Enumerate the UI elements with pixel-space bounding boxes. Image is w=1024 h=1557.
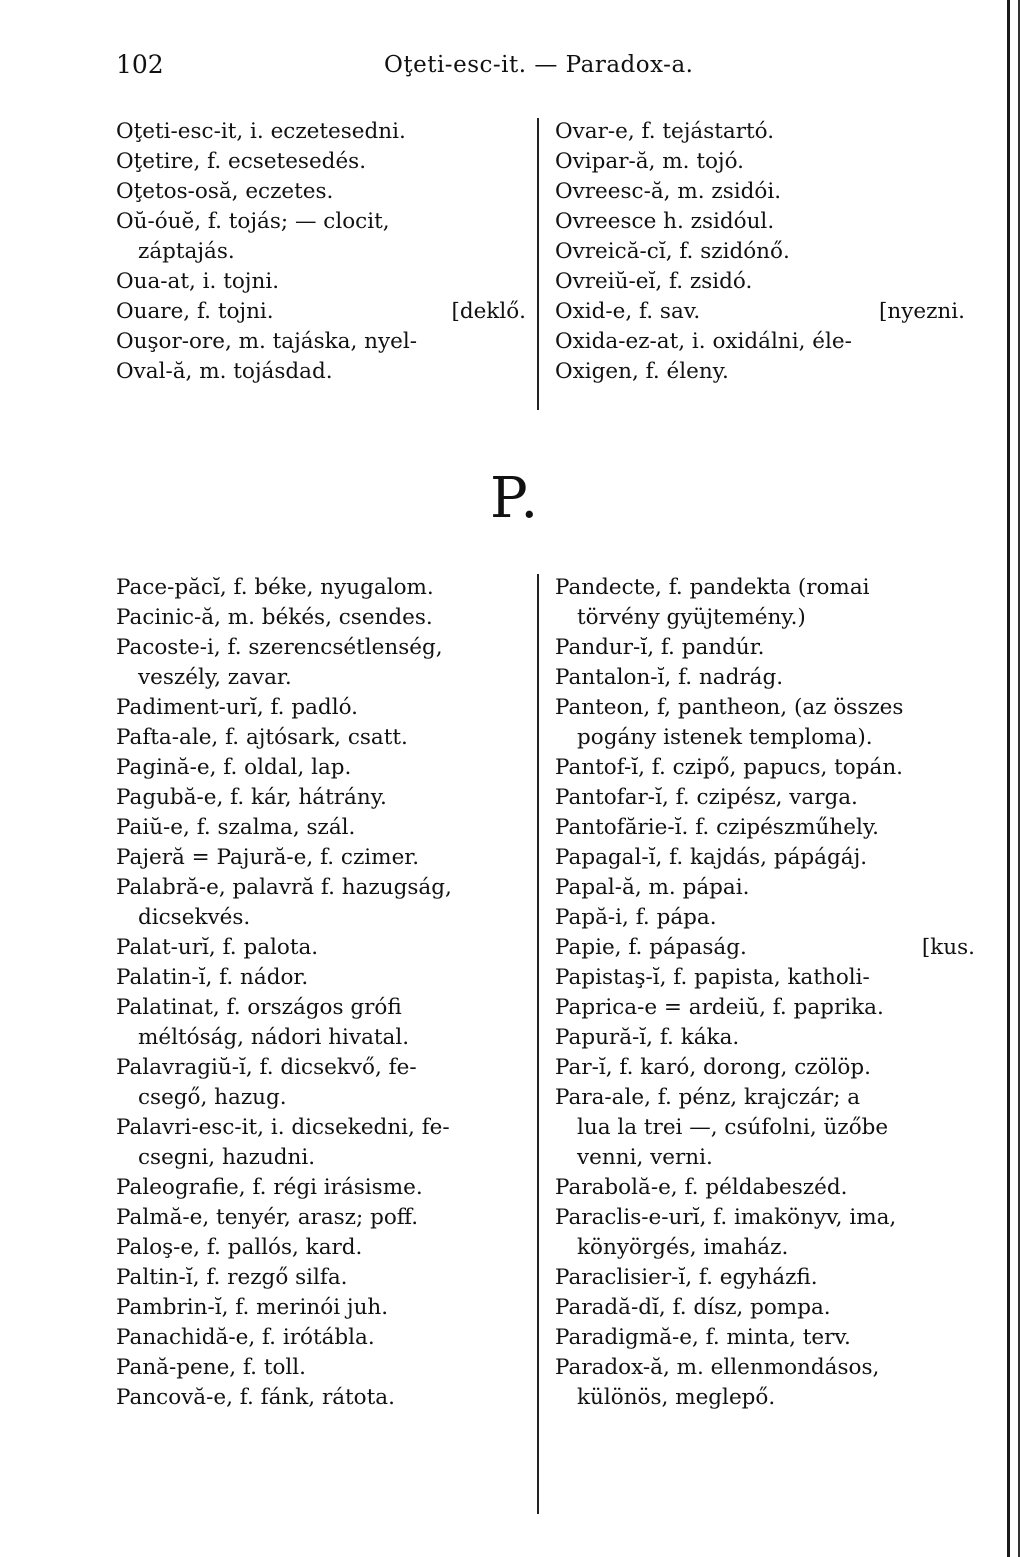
dictionary-entry-line bbox=[555, 117, 965, 147]
dictionary-column-bottom-left bbox=[116, 573, 526, 1413]
column-divider-top bbox=[537, 118, 539, 410]
entry-text: Pacoste-i, f. szerencsétlenség, bbox=[116, 635, 443, 660]
dictionary-entry-line bbox=[555, 1353, 975, 1383]
entry-text: Ouare, f. tojni. bbox=[116, 299, 274, 324]
entry-text: Pacinic-ă, m. békés, csendes. bbox=[116, 605, 433, 630]
page-header bbox=[0, 50, 1024, 90]
entry-text: Pană-pene, f. toll. bbox=[116, 1355, 307, 1380]
dictionary-entry-line bbox=[116, 903, 526, 933]
dictionary-entry-line bbox=[116, 327, 526, 357]
dictionary-entry-line bbox=[555, 1053, 975, 1083]
dictionary-entry-line bbox=[555, 1323, 975, 1353]
entry-text: Pajeră = Pajură-e, f. czimer. bbox=[116, 845, 420, 870]
entry-text: Pagină-e, f. oldal, lap. bbox=[116, 755, 352, 780]
entry-text: Palatinat, f. országos grófi bbox=[116, 995, 402, 1020]
dictionary-entry-line bbox=[555, 297, 965, 327]
entry-continuation: [kus. bbox=[921, 935, 975, 960]
entry-text: dicsekvés. bbox=[138, 905, 251, 930]
dictionary-entry-line bbox=[116, 357, 526, 387]
entry-text: venni, verni. bbox=[577, 1145, 713, 1170]
entry-text: Pancovă-e, f. fánk, rátota. bbox=[116, 1385, 395, 1410]
page-edge-line bbox=[1007, 0, 1010, 1557]
dictionary-entry-line bbox=[116, 1173, 526, 1203]
entry-text: Papură-ĭ, f. káka. bbox=[555, 1025, 740, 1050]
dictionary-entry-line bbox=[555, 993, 975, 1023]
dictionary-entry-line bbox=[116, 813, 526, 843]
entry-text: záptajás. bbox=[138, 239, 235, 264]
entry-text: Paradox-ă, m. ellenmondásos, bbox=[555, 1355, 880, 1380]
dictionary-entry-line bbox=[116, 1263, 526, 1293]
dictionary-entry-line bbox=[555, 843, 975, 873]
entry-continuation: [deklő. bbox=[451, 299, 526, 324]
entry-text: Paradigmă-e, f. minta, terv. bbox=[555, 1325, 851, 1350]
running-head: Oţeti-esc-it. — Paradox-a. bbox=[384, 52, 694, 78]
dictionary-entry-line bbox=[116, 633, 526, 663]
dictionary-entry-line bbox=[116, 1323, 526, 1353]
entry-text: Oţetire, f. ecsetesedés. bbox=[116, 149, 367, 174]
dictionary-entry-line bbox=[555, 357, 965, 387]
entry-text: Ovreiŭ-eĭ, f. zsidó. bbox=[555, 269, 753, 294]
dictionary-entry-line bbox=[555, 753, 975, 783]
entry-text: Pandur-ĭ, f. pandúr. bbox=[555, 635, 765, 660]
page-edge-line-inner bbox=[1018, 0, 1020, 1557]
entry-text: Oxida-ez-at, i. oxidálni, éle- bbox=[555, 329, 852, 354]
entry-text: Para-ale, f. pénz, krajczár; a bbox=[555, 1085, 861, 1110]
dictionary-entry-line bbox=[116, 267, 526, 297]
dictionary-entry-line bbox=[116, 297, 526, 327]
dictionary-entry-line bbox=[116, 207, 526, 237]
entry-text: Oţeti-esc-it, i. eczetesedni. bbox=[116, 119, 406, 144]
dictionary-entry-line bbox=[116, 1353, 526, 1383]
dictionary-entry-line bbox=[555, 237, 965, 267]
dictionary-entry-line bbox=[116, 1293, 526, 1323]
dictionary-entry-line bbox=[116, 1143, 526, 1173]
entry-text: Paltin-ĭ, f. rezgő silfa. bbox=[116, 1265, 348, 1290]
dictionary-entry-line bbox=[116, 753, 526, 783]
entry-text: Panachidă-e, f. irótábla. bbox=[116, 1325, 375, 1350]
entry-text: Palavri-esc-it, i. dicsekedni, fe- bbox=[116, 1115, 450, 1140]
entry-text: Parabolă-e, f. példabeszéd. bbox=[555, 1175, 848, 1200]
dictionary-column-top-left bbox=[116, 117, 526, 387]
dictionary-entry-line bbox=[555, 933, 975, 963]
entry-text: Oua-at, i. tojni. bbox=[116, 269, 280, 294]
dictionary-entry-line bbox=[555, 783, 975, 813]
dictionary-entry-line bbox=[555, 1293, 975, 1323]
dictionary-entry-line bbox=[116, 237, 526, 267]
entry-text: Pandecte, f. pandekta (romai bbox=[555, 575, 870, 600]
entry-text: Papal-ă, m. pápai. bbox=[555, 875, 750, 900]
dictionary-entry-line bbox=[555, 267, 965, 297]
dictionary-entry-line bbox=[555, 1023, 975, 1053]
entry-text: Palat-urĭ, f. palota. bbox=[116, 935, 319, 960]
entry-text: Paprica-e = ardeiŭ, f. paprika. bbox=[555, 995, 884, 1020]
entry-text: Ovreesc-ă, m. zsidói. bbox=[555, 179, 782, 204]
entry-text: Pafta-ale, f. ajtósark, csatt. bbox=[116, 725, 408, 750]
entry-text: Ovipar-ă, m. tojó. bbox=[555, 149, 744, 174]
entry-text: Pantalon-ĭ, f. nadrág. bbox=[555, 665, 784, 690]
entry-text: Palavragiŭ-ĭ, f. dicsekvő, fe- bbox=[116, 1055, 417, 1080]
entry-text: Paleografie, f. régi irásisme. bbox=[116, 1175, 423, 1200]
entry-text: lua la trei —, csúfolni, üzőbe bbox=[577, 1115, 889, 1140]
entry-text: Palmă-e, tenyér, arasz; poff. bbox=[116, 1205, 419, 1230]
entry-text: veszély, zavar. bbox=[138, 665, 292, 690]
dictionary-entry-line bbox=[555, 1083, 975, 1113]
entry-text: Oval-ă, m. tojásdad. bbox=[116, 359, 333, 384]
entry-text: csegni, hazudni. bbox=[138, 1145, 316, 1170]
column-divider-bottom bbox=[537, 574, 539, 1514]
entry-text: Pantofar-ĭ, f. czipész, varga. bbox=[555, 785, 858, 810]
dictionary-entry-line bbox=[116, 1113, 526, 1143]
dictionary-entry-line bbox=[555, 903, 975, 933]
dictionary-entry-line bbox=[555, 1113, 975, 1143]
dictionary-entry-line bbox=[555, 963, 975, 993]
entry-text: méltóság, nádori hivatal. bbox=[138, 1025, 410, 1050]
page-number: 102 bbox=[116, 50, 164, 79]
dictionary-entry-line bbox=[555, 813, 975, 843]
entry-text: Paradă-dĭ, f. dísz, pompa. bbox=[555, 1295, 831, 1320]
dictionary-entry-line bbox=[555, 663, 975, 693]
dictionary-entry-line bbox=[555, 1203, 975, 1233]
dictionary-entry-line bbox=[116, 1203, 526, 1233]
entry-text: Ovreică-cĭ, f. szidónő. bbox=[555, 239, 790, 264]
dictionary-entry-line bbox=[555, 633, 975, 663]
dictionary-entry-line bbox=[555, 693, 975, 723]
dictionary-entry-line bbox=[116, 963, 526, 993]
entry-text: Panteon, f, pantheon, (az összes bbox=[555, 695, 904, 720]
entry-text: Pambrin-ĭ, f. merinói juh. bbox=[116, 1295, 389, 1320]
entry-text: Ovreesce h. zsidóul. bbox=[555, 209, 775, 234]
dictionary-entry-line bbox=[116, 873, 526, 903]
entry-text: Oxid-e, f. sav. bbox=[555, 299, 701, 324]
entry-text: Ouşor-ore, m. tajáska, nyel- bbox=[116, 329, 418, 354]
dictionary-entry-line bbox=[555, 873, 975, 903]
entry-text: csegő, hazug. bbox=[138, 1085, 287, 1110]
entry-text: Palabră-e, palavră f. hazugság, bbox=[116, 875, 452, 900]
dictionary-entry-line bbox=[116, 993, 526, 1023]
entry-text: Papă-i, f. pápa. bbox=[555, 905, 717, 930]
entry-text: Pace-păcĭ, f. béke, nyugalom. bbox=[116, 575, 434, 600]
dictionary-entry-line bbox=[116, 1383, 526, 1413]
entry-continuation: [nyezni. bbox=[879, 299, 965, 324]
entry-text: Papistaş-ĭ, f. papista, katholi- bbox=[555, 965, 870, 990]
dictionary-entry-line bbox=[555, 207, 965, 237]
entry-text: Padiment-urĭ, f. padló. bbox=[116, 695, 358, 720]
entry-text: Papie, f. pápaság. bbox=[555, 935, 747, 960]
dictionary-entry-line bbox=[116, 1083, 526, 1113]
entry-text: Paloş-e, f. pallós, kard. bbox=[116, 1235, 363, 1260]
dictionary-entry-line bbox=[555, 1383, 975, 1413]
entry-text: Palatin-ĭ, f. nádor. bbox=[116, 965, 309, 990]
dictionary-entry-line bbox=[555, 573, 975, 603]
dictionary-entry-line bbox=[116, 933, 526, 963]
dictionary-entry-line bbox=[116, 843, 526, 873]
dictionary-entry-line bbox=[116, 723, 526, 753]
entry-text: különös, meglepő. bbox=[577, 1385, 776, 1410]
entry-text: Oţetos-osă, eczetes. bbox=[116, 179, 334, 204]
entry-text: Ovar-e, f. tejástartó. bbox=[555, 119, 775, 144]
entry-text: pogány istenek temploma). bbox=[577, 725, 873, 750]
entry-text: Pantofărie-ĭ. f. czipészműhely. bbox=[555, 815, 879, 840]
dictionary-entry-line bbox=[555, 1233, 975, 1263]
dictionary-entry-line bbox=[116, 693, 526, 723]
dictionary-entry-line bbox=[555, 603, 975, 633]
dictionary-entry-line bbox=[555, 1263, 975, 1293]
entry-text: Paraclis-e-urĭ, f. imakönyv, ima, bbox=[555, 1205, 897, 1230]
dictionary-entry-line bbox=[555, 327, 965, 357]
dictionary-entry-line bbox=[116, 573, 526, 603]
dictionary-column-top-right bbox=[555, 117, 965, 387]
dictionary-entry-line bbox=[555, 723, 975, 753]
dictionary-entry-line bbox=[116, 663, 526, 693]
entry-text: Pantof-ĭ, f. czipő, papucs, topán. bbox=[555, 755, 904, 780]
entry-text: Papagal-ĭ, f. kajdás, pápágáj. bbox=[555, 845, 868, 870]
entry-text: Paiŭ-e, f. szalma, szál. bbox=[116, 815, 356, 840]
dictionary-column-bottom-right bbox=[555, 573, 975, 1413]
entry-text: Paraclisier-ĭ, f. egyházfi. bbox=[555, 1265, 818, 1290]
entry-text: Oŭ-óuĕ, f. tojás; — clocit, bbox=[116, 209, 390, 234]
dictionary-entry-line bbox=[116, 783, 526, 813]
entry-text: Pagubă-e, f. kár, hátrány. bbox=[116, 785, 387, 810]
entry-text: Oxigen, f. éleny. bbox=[555, 359, 729, 384]
section-letter: P. bbox=[490, 466, 543, 531]
dictionary-entry-line bbox=[116, 117, 526, 147]
dictionary-entry-line bbox=[555, 1143, 975, 1173]
dictionary-entry-line bbox=[116, 1023, 526, 1053]
dictionary-entry-line bbox=[116, 603, 526, 633]
dictionary-entry-line bbox=[555, 147, 965, 177]
entry-text: Par-ĭ, f. karó, dorong, czölöp. bbox=[555, 1055, 871, 1080]
dictionary-entry-line bbox=[116, 177, 526, 207]
dictionary-entry-line bbox=[116, 1233, 526, 1263]
dictionary-entry-line bbox=[116, 1053, 526, 1083]
entry-text: könyörgés, imaház. bbox=[577, 1235, 789, 1260]
dictionary-entry-line bbox=[555, 177, 965, 207]
entry-text: törvény gyüjtemény.) bbox=[577, 605, 806, 630]
dictionary-entry-line bbox=[116, 147, 526, 177]
dictionary-entry-line bbox=[555, 1173, 975, 1203]
